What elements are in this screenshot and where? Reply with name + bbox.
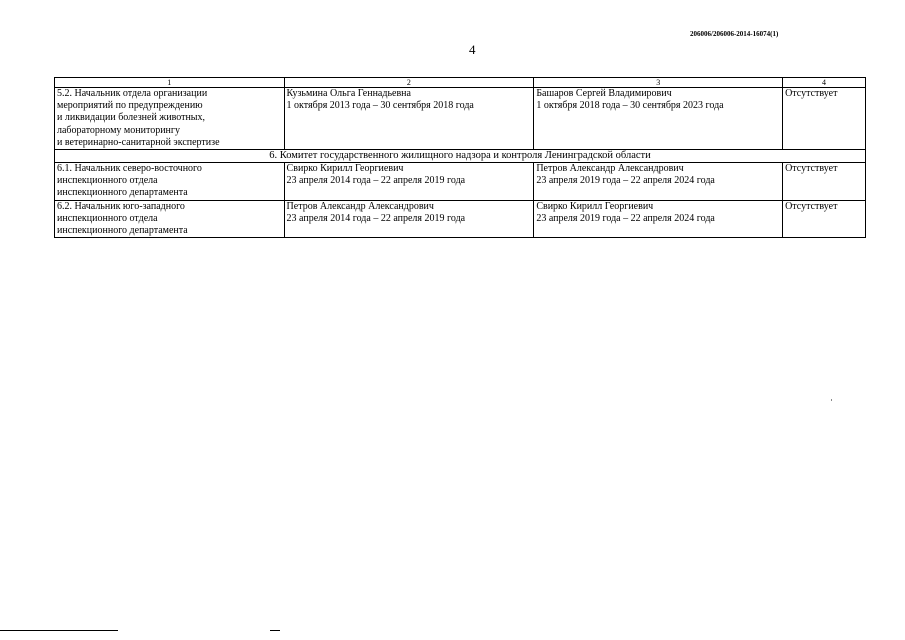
person-term: 23 апреля 2019 года – 22 апреля 2024 года (536, 212, 715, 224)
page-number: 4 (469, 42, 476, 57)
table-row (55, 88, 866, 150)
position-line: инспекционного отдела (57, 212, 158, 224)
position-cell (55, 88, 285, 150)
note-cell: Отсутствует (783, 200, 866, 238)
person-term: 23 апреля 2014 года – 22 апреля 2019 года (286, 175, 466, 187)
position-line: 6.2. Начальник юго-западного (57, 200, 185, 212)
note-cell: Отсутствует (783, 163, 866, 201)
position-line: инспекционного департамента (57, 187, 188, 199)
person-cell (534, 88, 783, 150)
position-line: 5.2. Начальник отдела организации (57, 88, 208, 99)
position-line: лабораторному мониторингу (57, 124, 180, 136)
position-line: и ветеринарно-санитарной экспертизе (57, 136, 220, 148)
person-name: Петров Александр Александрович (536, 163, 684, 175)
table-row (55, 163, 866, 201)
position-line: инспекционного отдела (57, 175, 158, 187)
person-term: 1 октября 2018 года – 30 сентября 2023 года (536, 100, 724, 112)
person-term: 1 октября 2013 года – 30 сентября 2018 года (286, 100, 474, 112)
column-number: 1 (55, 78, 285, 88)
person-cell (534, 200, 783, 238)
note-cell: Отсутствует (783, 88, 866, 150)
section-row (55, 150, 866, 163)
position-cell (55, 200, 285, 238)
footer-rule (0, 630, 118, 631)
column-number-row (55, 78, 866, 88)
person-name: Петров Александр Александрович (286, 200, 434, 212)
person-cell (284, 200, 534, 238)
person-name: Кузьмина Ольга Геннадьевна (286, 88, 411, 99)
position-line: инспекционного департамента (57, 225, 188, 237)
person-name: Свирко Кирилл Георгиевич (286, 163, 404, 175)
person-cell (284, 88, 534, 150)
person-term: 23 апреля 2014 года – 22 апреля 2019 года (286, 212, 466, 224)
person-cell (534, 163, 783, 201)
column-number: 3 (534, 78, 783, 88)
position-line: мероприятий по предупреждению (57, 100, 203, 112)
footer-rule (270, 630, 280, 631)
person-name: Башаров Сергей Владимирович (536, 88, 672, 99)
position-cell (55, 163, 285, 201)
document-id: 206006/206006-2014-16074(1) (690, 30, 779, 38)
position-line: и ликвидации болезней животных, (57, 112, 206, 124)
appointments-table (54, 77, 866, 238)
column-number: 2 (284, 78, 534, 88)
scan-speck (831, 399, 832, 401)
person-name: Свирко Кирилл Георгиевич (536, 200, 654, 212)
table-row (55, 200, 866, 238)
person-term: 23 апреля 2019 года – 22 апреля 2024 года (536, 175, 715, 187)
column-number: 4 (783, 78, 866, 88)
person-cell (284, 163, 534, 201)
position-line: 6.1. Начальник северо-восточного (57, 163, 202, 175)
section-title: 6. Комитет государственного жилищного надзора и контроля Ленинградской области (55, 150, 866, 163)
